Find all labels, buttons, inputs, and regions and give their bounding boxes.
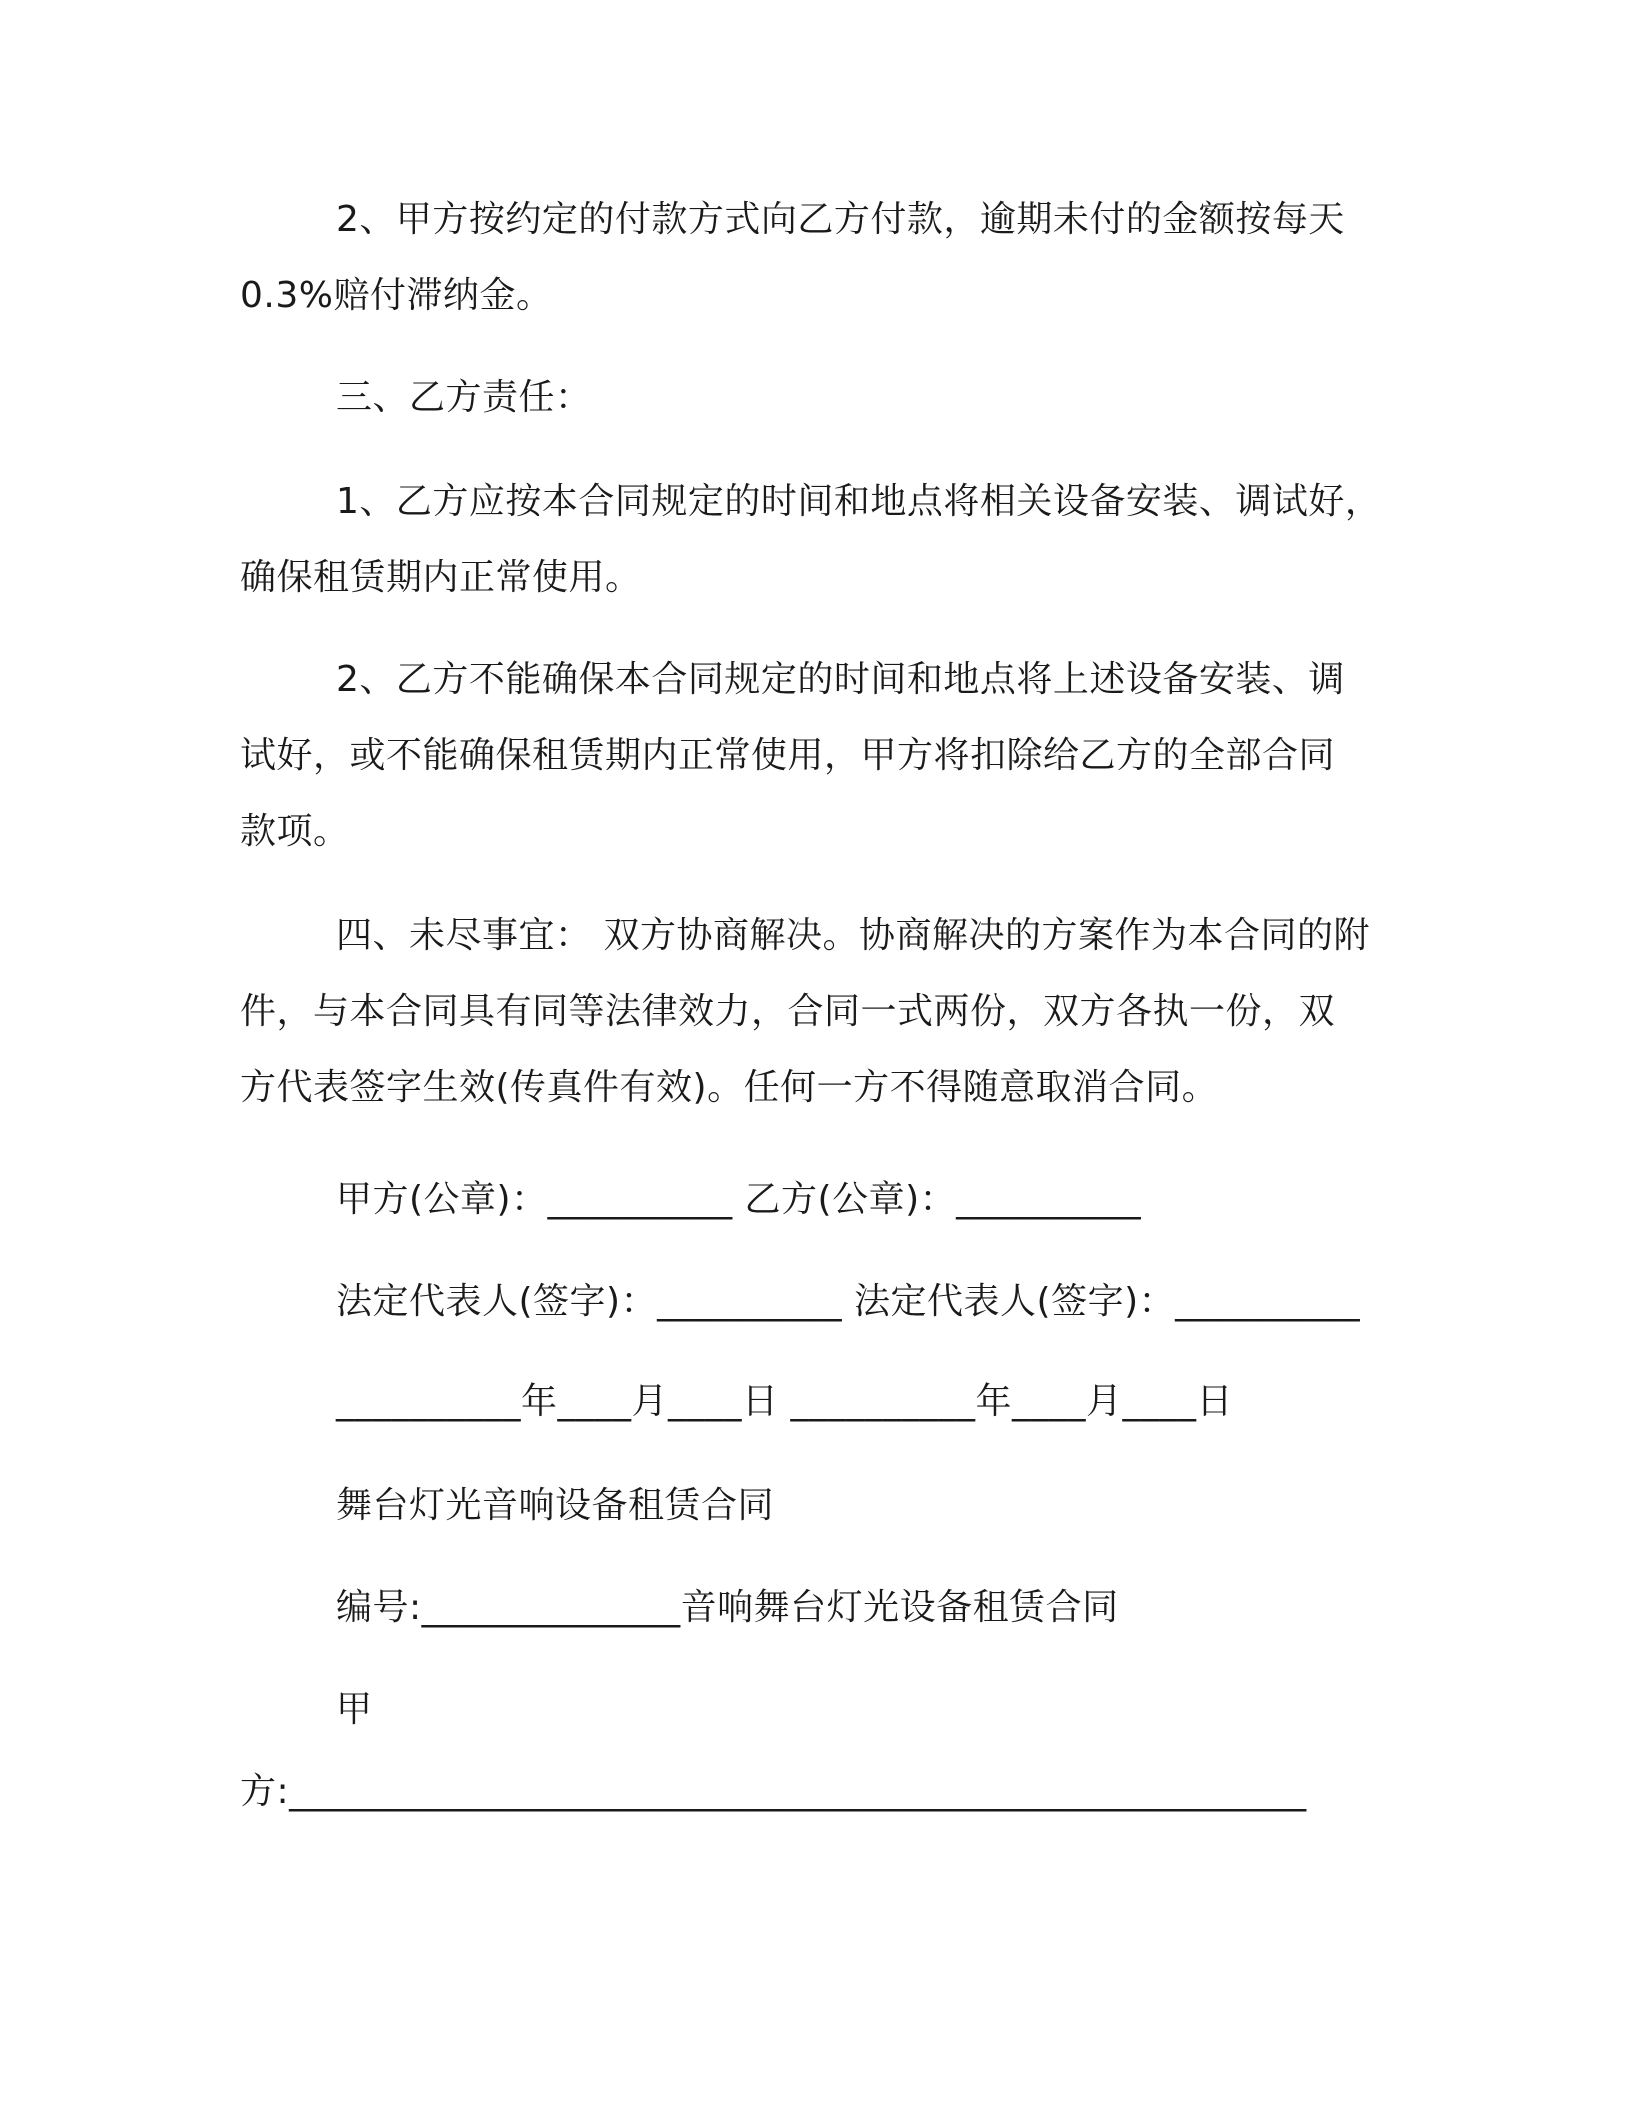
clause-3-2-line-1: 2、乙方不能确保本合同规定的时间和地点将上述设备安装、调 (336, 659, 1345, 700)
clause-3-2-line-3: 款项。 (240, 811, 350, 852)
clause-3-1-line-2: 确保租赁期内正常使用。 (240, 557, 642, 598)
section-4-line-3: 方代表签字生效(传真件有效)。任何一方不得随意取消合同。 (240, 1067, 1219, 1108)
contract-number-line: 编号:______________音响舞台灯光设备租赁合同 (336, 1587, 1119, 1628)
seal-signature-line: 甲方(公章)：__________ 乙方(公章)：__________ (336, 1179, 1142, 1220)
date-line: __________年____月____日 __________年____月____日 (336, 1381, 1233, 1422)
section-4-line-2: 件，与本合同具有同等法律效力，合同一式两份，双方各执一份，双 (240, 991, 1336, 1032)
party-a-blank-line: 方:_______________________________________________________ (240, 1771, 1307, 1812)
clause-2-payment-line-2: 0.3%赔付滞纳金。 (240, 275, 553, 316)
clause-3-2-line-2: 试好，或不能确保租赁期内正常使用，甲方将扣除给乙方的全部合同 (240, 735, 1336, 776)
legal-rep-signature-line: 法定代表人(签字)：__________ 法定代表人(签字)：__________ (336, 1281, 1361, 1322)
section-4-line-1: 四、未尽事宜： 双方协商解决。协商解决的方案作为本合同的附 (336, 915, 1370, 956)
clause-3-1-line-1: 1、乙方应按本合同规定的时间和地点将相关设备安装、调试好， (336, 481, 1382, 522)
section-3-heading: 三、乙方责任： (336, 377, 592, 418)
party-a-label: 甲 (336, 1689, 373, 1730)
clause-2-payment-line-1: 2、甲方按约定的付款方式向乙方付款，逾期未付的金额按每天 (336, 199, 1345, 240)
contract-title: 舞台灯光音响设备租赁合同 (336, 1485, 775, 1526)
